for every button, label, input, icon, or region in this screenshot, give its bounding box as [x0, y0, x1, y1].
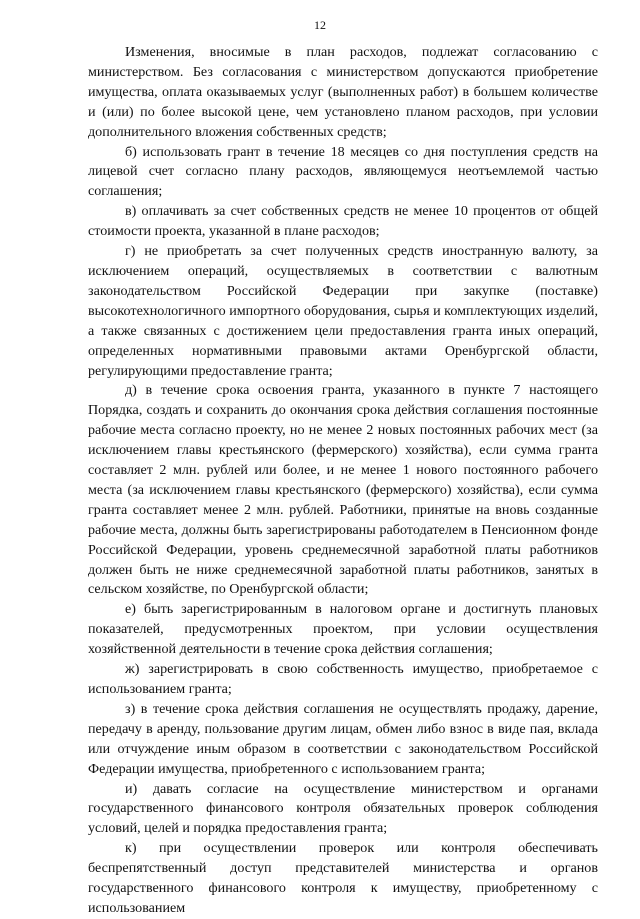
paragraph-k: к) при осуществлении проверок или контроля обеспечивать беспрепятственный доступ представителей министерства и органов государственного финансового контроля к имуществу, приобретенному с использованием [88, 840, 598, 916]
paragraph-v: в) оплачивать за счет собственных средств не менее 10 процентов от общей стоимости проекта, указанной в плане расходов; [88, 203, 598, 240]
paragraph-z: з) в течение срока действия соглашения не осуществлять продажу, дарение, передачу в аренду, пользование другим лицам, обмен либо взнос в виде пая, вклада или отчуждение иным образом в соответствии с законодательством Российской Федерации имущества, приобретенного с использованием гранта; [88, 700, 598, 777]
page-number: 12 [314, 18, 326, 32]
paragraph-d: д) в течение срока освоения гранта, указанного в пункте 7 настоящего Порядка, создать и сохранить до окончания срока действия соглашения постоянные рабочие места согласно проекту, но не менее 2 новых постоянных рабочих мест (за исключением главы крестьянского (фермерского) хозяйства), если сумма гранта составляет 2 млн. рублей или более, и не менее 1 нового постоянного рабочего места (за исключением главы крестьянского (фермерского) хозяйства), если сумма гранта составляет менее 2 млн. рублей. Работники, принятые на вновь созданные рабочие места, должны быть зарегистрированы работодателем в Пенсионном фонде Российской Федерации, уровень среднемесячной заработной платы работников должен быть не ниже среднемесячной заработной платы работников, занятых в сельском хозяйстве, по Оренбургской области; [88, 382, 598, 598]
paragraph-e: е) быть зарегистрированным в налоговом органе и достигнуть плановых показателей, предусмотренных проектом, при условии осуществления хозяйственной деятельности в течение срока действия соглашения; [88, 601, 598, 658]
paragraph-i: и) давать согласие на осуществление министерством и органами государственного финансового контроля обязательных проверок соблюдения условий, целей и порядка предоставления гранта; [88, 780, 598, 837]
paragraph-plan-changes: Изменения, вносимые в план расходов, подлежат согласованию с министерством. Без согласования с министерством допускаются приобретение имущества, оплата оказываемых услуг (выполненных работ) в большем количестве и (или) по более высокой цене, чем установлено планом расходов, при условии дополнительного вложения собственных средств; [88, 44, 598, 140]
paragraph-zh: ж) зарегистрировать в свою собственность имущество, приобретаемое с использованием гранта; [88, 661, 598, 697]
paragraph-b: б) использовать грант в течение 18 месяцев со дня поступления средств на лицевой счет согласно плану расходов, являющемуся неотъемлемой частью соглашения; [88, 143, 598, 200]
paragraph-g: г) не приобретать за счет полученных средств иностранную валюту, за исключением операций, осуществляемых в соответствии с валютным законодательством Российской Федерации при закупке (поставке) высокотехнологичного импортного оборудования, сырья и комплектующих изделий, а также связанных с достижением цели предоставления гранта иных операций, определенных нормативными правовыми актами Оренбургской области, регулирующими предоставление гранта; [88, 243, 598, 379]
document-body [88, 43, 598, 919]
